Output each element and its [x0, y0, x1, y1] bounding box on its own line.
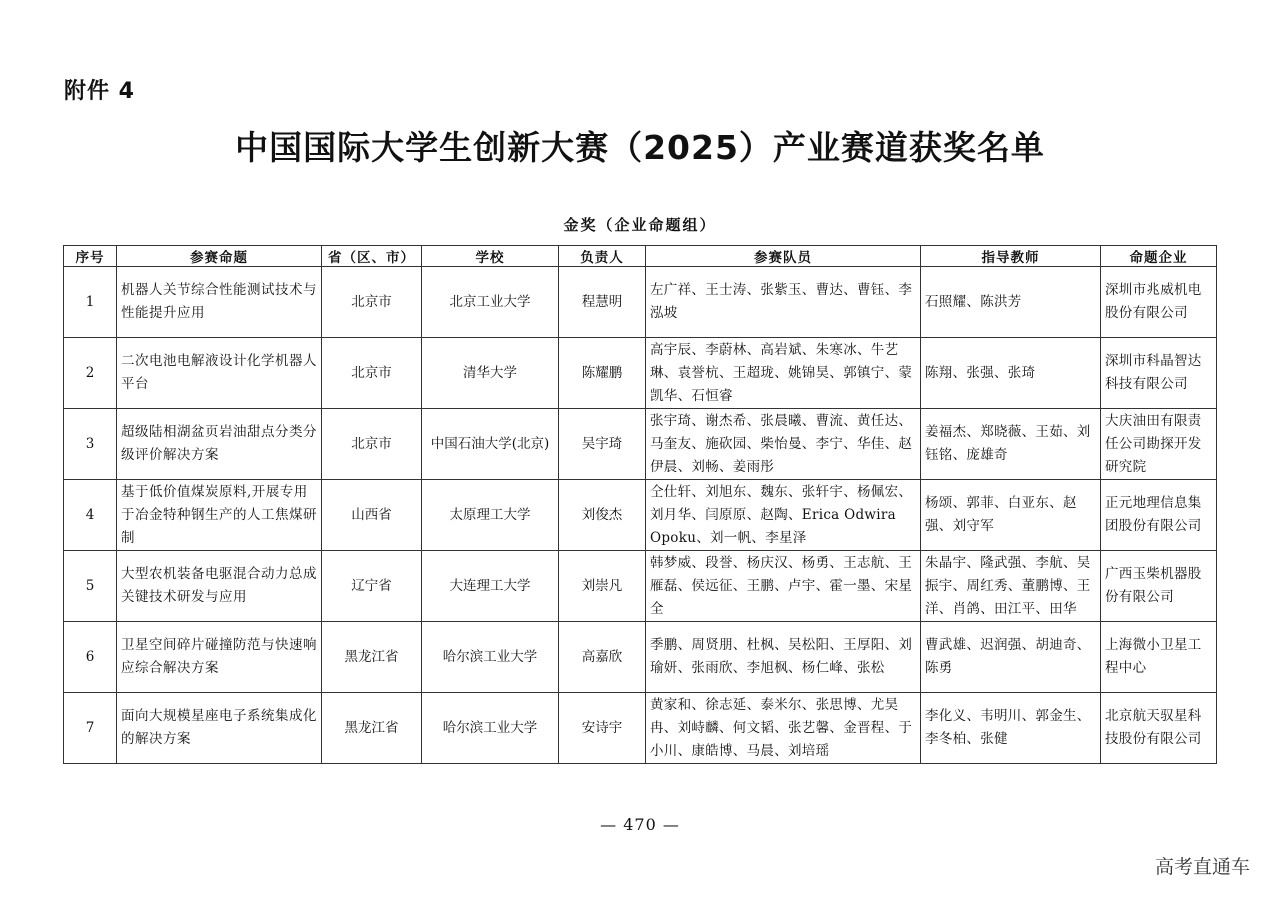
table-subtitle: 金奖（企业命题组）: [563, 216, 717, 234]
row-number: 6: [64, 622, 117, 693]
row-province: 山西省: [322, 480, 422, 551]
row-topic: 二次电池电解液设计化学机器人平台: [117, 338, 322, 409]
row-school: 中国石油大学(北京): [422, 409, 559, 480]
row-topic: 超级陆相湖盆页岩油甜点分类分级评价解决方案: [117, 409, 322, 480]
row-company: 正元地理信息集团股份有限公司: [1101, 480, 1217, 551]
col-header-team: 参赛队员: [646, 246, 921, 267]
row-province: 北京市: [322, 338, 422, 409]
table-row: [64, 693, 1217, 764]
table-header-row: [64, 246, 1217, 267]
col-header-company: 命题企业: [1101, 246, 1217, 267]
row-team: 黄家和、徐志延、泰米尔、张思博、尤昊冉、刘峙麟、何文韬、张艺馨、金晋程、于小川、康皓博、马晨、刘培瑶: [646, 693, 921, 764]
col-header-school: 学校: [422, 246, 559, 267]
row-number: 4: [64, 480, 117, 551]
row-province: 北京市: [322, 267, 422, 338]
row-number: 5: [64, 551, 117, 622]
col-header-no: 序号: [64, 246, 117, 267]
table-row: [64, 338, 1217, 409]
row-leader: 刘俊杰: [559, 480, 646, 551]
row-team: 张宇琦、谢杰希、张晨曦、曹流、黄任达、马奎友、施砍园、柴怡曼、李宁、华佳、赵伊晨、刘畅、姜雨彤: [646, 409, 921, 480]
table-row: [64, 551, 1217, 622]
col-header-topic: 参赛命题: [117, 246, 322, 267]
row-leader: 陈耀鹏: [559, 338, 646, 409]
row-advisors: 杨颂、郭菲、白亚东、赵强、刘守军: [921, 480, 1101, 551]
row-company: 深圳市科晶智达科技有限公司: [1101, 338, 1217, 409]
row-number: 2: [64, 338, 117, 409]
row-advisors: 朱晶宇、隆武强、李航、吴振宇、周红秀、董鹏博、王洋、肖鸽、田江平、田华: [921, 551, 1101, 622]
row-advisors: 李化义、韦明川、郭金生、李冬柏、张健: [921, 693, 1101, 764]
attachment-label: 附件 4: [64, 79, 135, 104]
row-company: 上海微小卫星工程中心: [1101, 622, 1217, 693]
row-company: 北京航天驭星科技股份有限公司: [1101, 693, 1217, 764]
col-header-advisors: 指导教师: [921, 246, 1101, 267]
row-topic: 大型农机装备电驱混合动力总成关键技术研发与应用: [117, 551, 322, 622]
row-team: 季鹏、周贤朋、杜枫、吴松阳、王厚阳、刘瑜妍、张雨欣、李旭枫、杨仁峰、张松: [646, 622, 921, 693]
row-province: 黑龙江省: [322, 622, 422, 693]
row-school: 清华大学: [422, 338, 559, 409]
row-topic: 机器人关节综合性能测试技术与性能提升应用: [117, 267, 322, 338]
row-topic: 面向大规模星座电子系统集成化的解决方案: [117, 693, 322, 764]
row-province: 北京市: [322, 409, 422, 480]
row-leader: 吴宇琦: [559, 409, 646, 480]
row-advisors: 姜福杰、郑晓薇、王茹、刘钰铭、庞雄奇: [921, 409, 1101, 480]
row-number: 3: [64, 409, 117, 480]
col-header-leader: 负责人: [559, 246, 646, 267]
row-company: 深圳市兆威机电股份有限公司: [1101, 267, 1217, 338]
row-school: 大连理工大学: [422, 551, 559, 622]
row-province: 黑龙江省: [322, 693, 422, 764]
awards-table: [63, 245, 1217, 764]
row-team: 高宇辰、李蔚林、高岩斌、朱寒冰、牛艺琳、袁誉杭、王超珑、姚锦昊、郭镇宁、蒙凯华、石恒睿: [646, 338, 921, 409]
row-team: 左广祥、王士涛、张紫玉、曹达、曹钰、李泓坡: [646, 267, 921, 338]
row-leader: 刘崇凡: [559, 551, 646, 622]
table-row: [64, 409, 1217, 480]
row-leader: 高嘉欣: [559, 622, 646, 693]
row-school: 哈尔滨工业大学: [422, 693, 559, 764]
table-row: [64, 622, 1217, 693]
watermark: 高考直通车: [1154, 856, 1250, 878]
col-header-province: 省（区、市）: [322, 246, 422, 267]
row-team: 韩梦威、段誉、杨庆汉、杨勇、王志航、王雁磊、侯远征、王鹏、卢宇、霍一墨、宋星全: [646, 551, 921, 622]
page-number: — 470 —: [600, 815, 680, 834]
row-leader: 安诗宇: [559, 693, 646, 764]
row-topic: 卫星空间碎片碰撞防范与快速响应综合解决方案: [117, 622, 322, 693]
row-school: 太原理工大学: [422, 480, 559, 551]
row-province: 辽宁省: [322, 551, 422, 622]
row-topic: 基于低价值煤炭原料,开展专用于冶金特种钢生产的人工焦煤研制: [117, 480, 322, 551]
row-number: 1: [64, 267, 117, 338]
document-title: 中国国际大学生创新大赛（2025）产业赛道获奖名单: [235, 128, 1045, 167]
table-row: [64, 267, 1217, 338]
row-advisors: 曹武雄、迟润强、胡迪奇、陈勇: [921, 622, 1101, 693]
row-leader: 程慧明: [559, 267, 646, 338]
row-school: 哈尔滨工业大学: [422, 622, 559, 693]
row-team: 仝仕轩、刘旭东、魏东、张轩宇、杨佩宏、刘月华、闫原原、赵陶、Erica Odwira Opoku、刘一帆、李星泽: [646, 480, 921, 551]
row-school: 北京工业大学: [422, 267, 559, 338]
row-company: 广西玉柴机器股份有限公司: [1101, 551, 1217, 622]
table-row: [64, 480, 1217, 551]
row-advisors: 石照耀、陈洪芳: [921, 267, 1101, 338]
row-company: 大庆油田有限责任公司勘探开发研究院: [1101, 409, 1217, 480]
row-number: 7: [64, 693, 117, 764]
row-advisors: 陈翔、张强、张琦: [921, 338, 1101, 409]
